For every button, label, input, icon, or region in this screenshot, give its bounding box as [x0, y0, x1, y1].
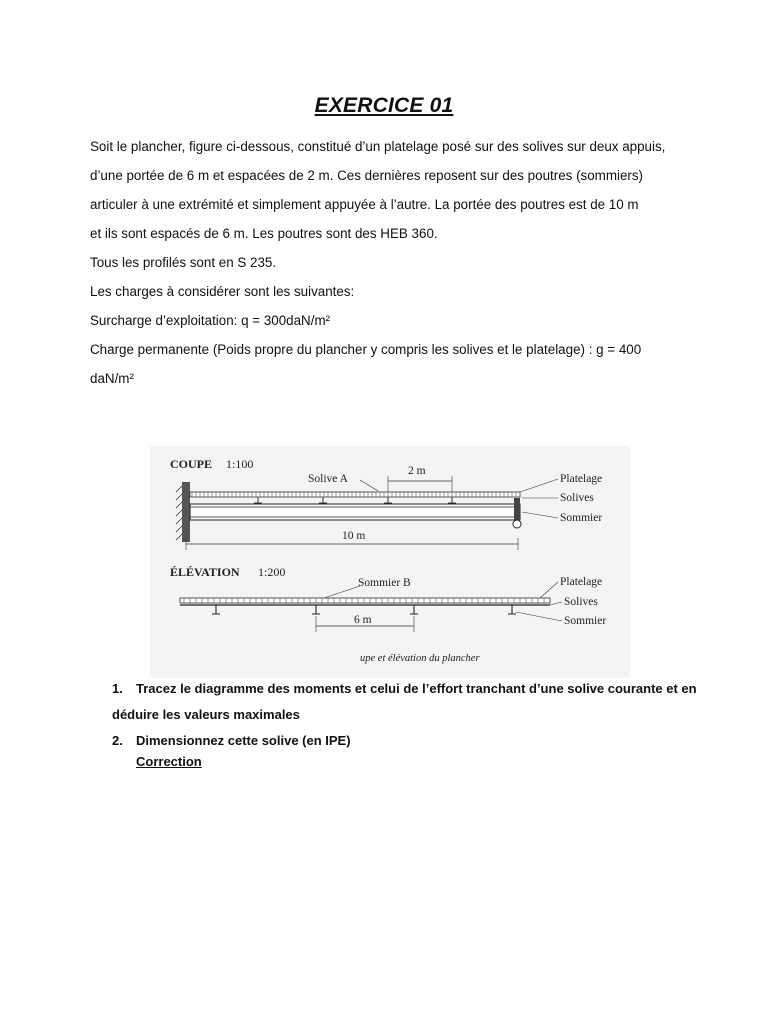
- span-6-label: 6 m: [354, 614, 372, 626]
- statement-line: d’une portée de 6 m et espacées de 2 m. Ces dernières reposent sur des poutres (sommiers): [90, 168, 644, 183]
- coupe-sommier: [190, 504, 520, 520]
- coupe-label-sommier: Sommier: [560, 512, 603, 524]
- floor-figure-drawing: [150, 446, 630, 678]
- coupe-scale: 1:100: [226, 457, 254, 471]
- question-item: [112, 676, 697, 702]
- span-10-label: 10 m: [342, 530, 366, 542]
- statement-line: articuler à une extrémité et simplement appuyée à l’autre. La portée des poutres est de 10 m: [90, 197, 639, 212]
- exercise-title: EXERCICE 01: [314, 94, 454, 117]
- statement-line: Charge permanente (Poids propre du plancher y compris les solives et le platelage) : g = 400: [90, 342, 642, 357]
- coupe-platelage: [190, 492, 520, 497]
- statement-line: daN/m²: [90, 371, 134, 386]
- figure-caption: upe et élévation du plancher: [360, 653, 480, 664]
- elevation-title: ÉLÉVATION: [170, 565, 240, 579]
- elevation-platelage-hatch: [184, 598, 544, 603]
- elevation-platelage: [180, 598, 550, 603]
- question-number: 1.: [112, 681, 123, 696]
- statement-line: Surcharge d’exploitation: q = 300daN/m²: [90, 313, 331, 328]
- wall-support: [182, 482, 190, 542]
- sommier-b-label: Sommier B: [358, 577, 411, 589]
- question-text: Tracez le diagramme des moments et celui de l’effort tranchant d’une solive courante et en: [136, 681, 697, 696]
- coupe-label-platelage: Platelage: [560, 473, 603, 485]
- elevation-label-solives: Solives: [564, 596, 598, 608]
- question-item-continuation: [112, 702, 697, 728]
- statement-line: Les charges à considérer sont les suivantes:: [90, 284, 355, 299]
- question-number: 2.: [112, 733, 123, 748]
- correction-heading: Correction: [136, 754, 202, 769]
- coupe-label-solives: Solives: [560, 492, 594, 504]
- spacing-label: 2 m: [408, 465, 426, 477]
- elevation-label-sommier: Sommier: [564, 615, 607, 627]
- exercise-statement: [90, 132, 690, 393]
- solive-a-label: Solive A: [308, 473, 348, 485]
- question-list: [112, 676, 697, 754]
- statement-line: Tous les profilés sont en S 235.: [90, 255, 277, 270]
- statement-line: Soit le plancher, figure ci-dessous, constitué d’un platelage posé sur des solives sur deux appuis,: [90, 139, 666, 154]
- question-text: Dimensionnez cette solive (en IPE): [136, 733, 351, 748]
- question-text: déduire les valeurs maximales: [112, 707, 300, 722]
- elevation-label-platelage: Platelage: [560, 576, 603, 588]
- question-item: [112, 728, 697, 754]
- elevation-scale: 1:200: [258, 565, 286, 579]
- statement-line: et ils sont espacés de 6 m. Les poutres sont des HEB 360.: [90, 226, 438, 241]
- right-support-post: [514, 498, 520, 520]
- coupe-title: COUPE: [170, 457, 212, 471]
- right-roller-support: [513, 520, 521, 528]
- floor-figure: [150, 446, 630, 678]
